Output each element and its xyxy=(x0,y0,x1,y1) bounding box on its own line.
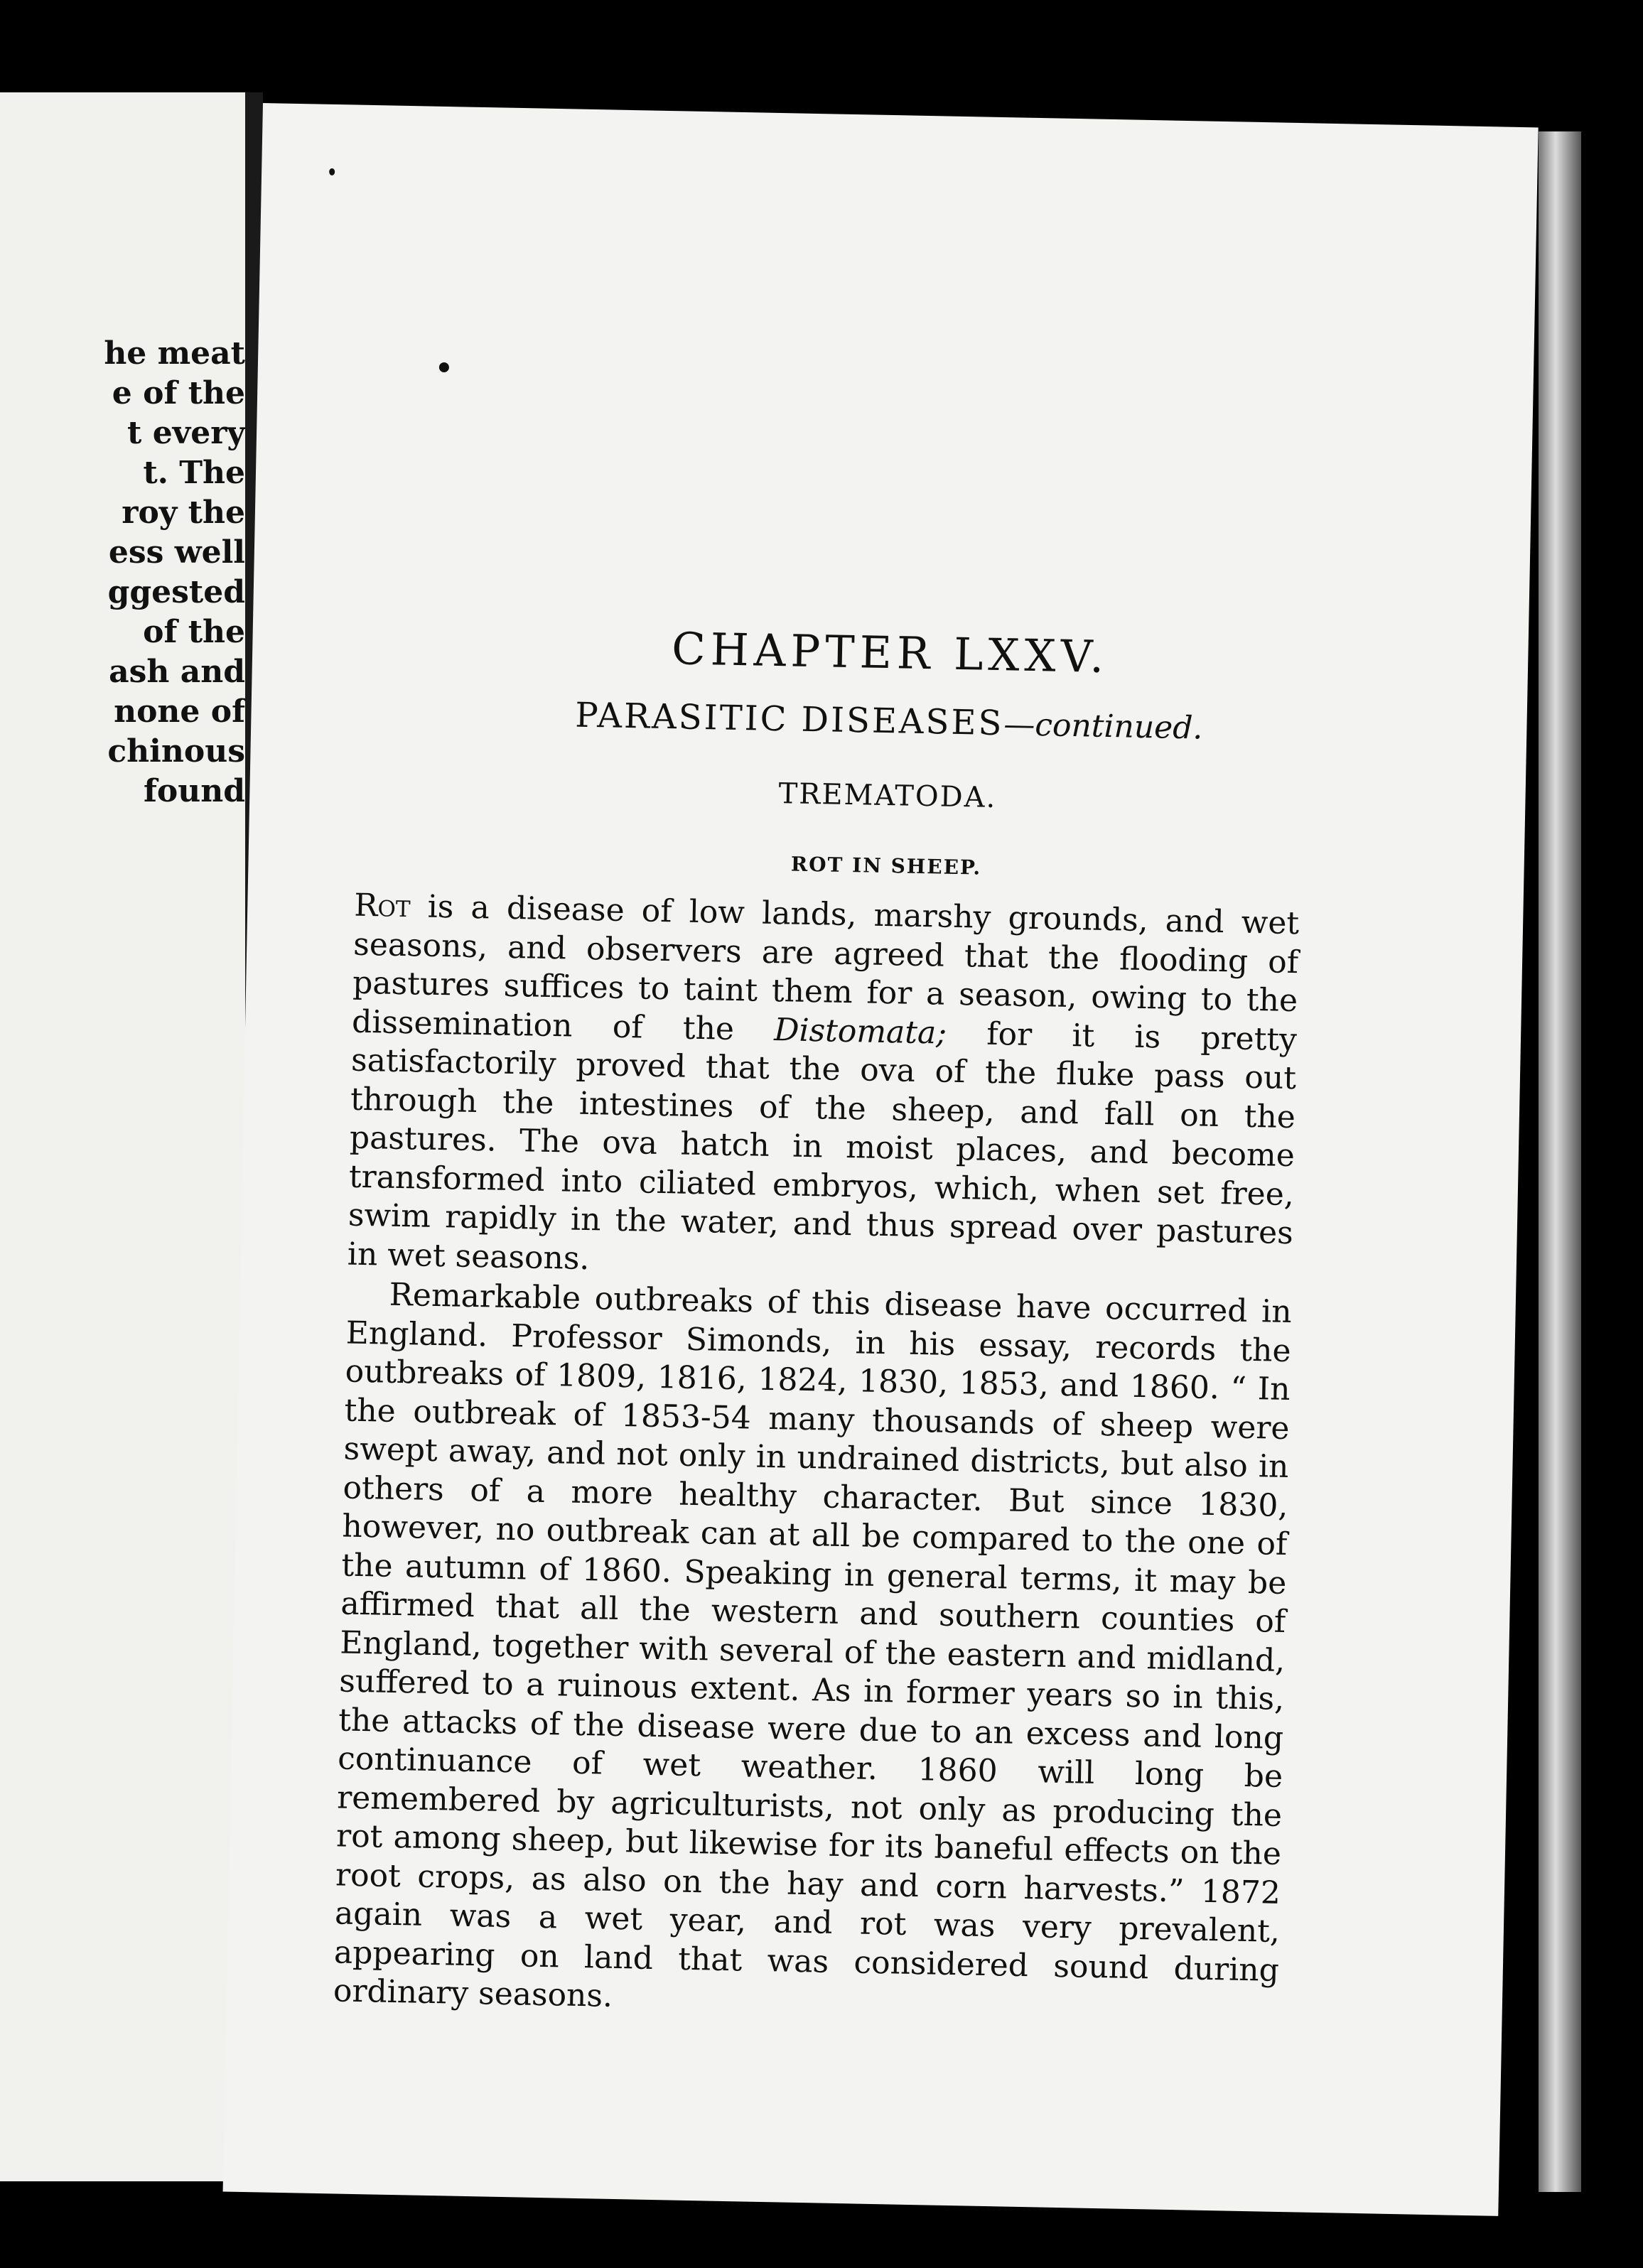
speck xyxy=(329,168,335,176)
left-line: t. The xyxy=(143,455,245,491)
page-edge xyxy=(1539,131,1581,2192)
left-line: found xyxy=(143,773,245,809)
left-line: chinous xyxy=(107,733,245,770)
sub-title: TREMATODA. xyxy=(778,777,997,814)
section-title-suffix: —continued. xyxy=(1003,706,1203,747)
body-text xyxy=(333,887,1299,2029)
paragraph-italic: Distomata; xyxy=(773,1011,947,1052)
left-line: ash and xyxy=(109,654,245,690)
paragraph-2: Remarkable outbreaks of this disease have occurred in England. Professor Simonds, in his essay, records the outbreaks of 1809, 1816, 1824, 1830, 1853, and 1860. “ In the outbreak of 1853-54 many thousands of sheep were swept away, and not only in undrained districts, but also in others of a more healthy character. But since 1830, however, no outbreak can at all be compared to the one of the autumn of 1860. Speaking in general terms, it may be affirmed that all the western and southern counties of England, together with several of the eastern and midland, suffered to a ruinous extent. As in former years so in this, the attacks of the disease were due to an excess and long continuance of wet weather. 1860 will long be remembered by agriculturists, not only as producing the rot among sheep, but likewise for its baneful effects on the root crops, as also on the hay and corn harvests.” 1872 again was a wet year, and rot was very prevalent, appearing on land that was considered sound during ordinary seasons. xyxy=(333,1276,1293,2014)
paragraph-lead: Rot xyxy=(353,887,411,925)
left-line: he meat xyxy=(104,335,245,372)
right-page xyxy=(223,103,1539,2216)
paragraph-text: for it is pretty satisfactorily proved that the ova of the fluke pass out through the intestines of the sheep, and fall on the pastures. The ova hatch in moist places, and become transformed into ciliated embryos, which, when set free, swim rapidly in the water, and thus spread over pastures in wet seasons. xyxy=(347,1015,1298,1277)
speck xyxy=(439,362,449,372)
left-line: ggested xyxy=(107,574,245,610)
section-heading: ROT IN SHEEP. xyxy=(790,852,982,880)
left-line: none of xyxy=(114,693,245,730)
left-page xyxy=(0,92,247,2181)
section-title xyxy=(251,689,1527,753)
left-line: e of the xyxy=(112,375,245,411)
left-line: of the xyxy=(143,614,245,650)
left-line: roy the xyxy=(122,495,245,531)
chapter-title: CHAPTER LXXV. xyxy=(671,622,1110,683)
section-title-main: PARASITIC DISEASES xyxy=(574,695,1004,744)
left-line: t every xyxy=(127,415,245,451)
paragraph-text: is a disease of low lands, marshy grounds, and wet seasons, and observers are agreed that the flooding of pastures suffices to taint them for a season, owing to the dissemination of the xyxy=(351,888,1300,1048)
left-line: ess well xyxy=(108,534,245,571)
paragraph-1 xyxy=(347,887,1299,1292)
left-page-text xyxy=(18,334,245,811)
